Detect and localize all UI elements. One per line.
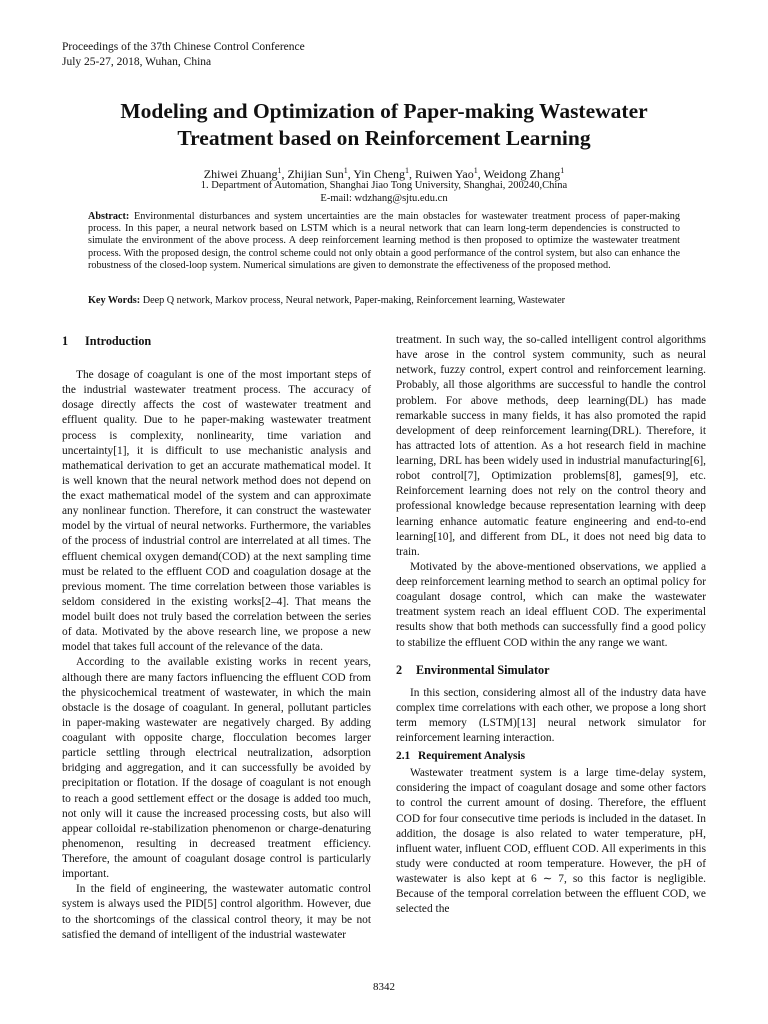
section-title: Environmental Simulator <box>416 662 550 677</box>
affiliation: 1. Department of Automation, Shanghai Jiao Tong University, Shanghai, 200240,China <box>200 180 568 191</box>
proceedings-header <box>62 40 305 70</box>
section-title: Introduction <box>85 334 152 348</box>
abstract-label: Abstract: <box>88 211 130 222</box>
right-column <box>396 333 706 917</box>
abstract-text: Environmental disturbances and system uncertainties are the main obstacles for wastewater treatment process of paper-making process. In this paper, a neural network based on LSTM which is a neural network that can learn long-term dependencies is constructed to simulate the environment of the above process. A deep reinforcement learning method is then proposed to optimize the wastewater treatment process. With the proposed design, the control scheme could not only obtain a good performance of the control system, but also can enhance the robustness of the closed-loop system. Numerical simulations are given to demonstrate the effectiveness of the proposed method. <box>88 211 680 271</box>
intro-paragraph-4: Motivated by the above-mentioned observations, we applied a deep reinforcement learning method to search an optimal policy for coagulant dosage control, which can make the wastewater treatment system reach an ideal effluent COD. The experimental results show that both methods can successfully find a good policy to stabilize the effluent COD within the any range we want. <box>396 560 706 649</box>
section-number: 1 <box>62 334 69 348</box>
author-name: Yin Cheng <box>353 167 406 181</box>
subsection-title: Requirement Analysis <box>418 750 526 763</box>
author-name: Zhijian Sun <box>287 167 344 181</box>
author-affiliation-mark: 1 <box>560 166 565 175</box>
abstract <box>88 211 680 272</box>
section-heading-environmental-simulator <box>396 662 706 678</box>
keywords-label: Key Words: <box>88 295 141 306</box>
intro-paragraph-3: In the field of engineering, the wastewater automatic control system is always used the PID[5] control algorithm. However, due to the shortcomings of the classical control theory, it may be not satisfied the demand of intelligent of the industrial wastewater <box>62 883 371 941</box>
right-column-body <box>396 333 706 917</box>
subsection-number: 2.1 <box>396 750 411 763</box>
author-affiliation-mark: 1 <box>277 166 282 175</box>
section-number: 2 <box>396 662 403 677</box>
intro-paragraph-3-continued: treatment. In such way, the so-called intelligent control algorithms have arose in the control system community, such as neural network, fuzzy control, expert control and reinforcement learning. Probably, all those algorithms are successful to handle the control problem. For above methods, deep learning(DL) has made remarkable success in many fields, it has also promoted the rapid development of deep reinforcement learning(DRL). Therefore, it has attracted lots of attention. As a hot research field in machine learning, DRL has been widely used in industrial manufacturing[6], robot control[7], Optimization problems[8], games[9], etc. Reinforcement learning does not rely on the control theory and professional knowledge because representation learning with deep learning enhance automatic feature engineering and end-to-end learning[10], and different from DL, it does not need big data to train. <box>396 334 706 558</box>
author-affiliation-mark: 1 <box>405 166 410 175</box>
intro-paragraph-1: The dosage of coagulant is one of the most important steps of the industrial wastewater treatment process. The accuracy of dosage directly affects the cost of wastewater treatment and effluent quality. Due to he paper-making wastewater treatment process is complexity, nonlinearity, time variation and uncertainty[1], it is difficult to use mechanistic analysis and mathematical derivation to get an accurate mathematical model. It is well known that the neural network method does not depend on the exact mathematical model of the system and can approximate any nonlinear function. Therefore, it can construct the wastewater model by the virtual of neural networks. Furthermore, the variables of the process of industrial control are interrelated at all times. The effluent chemical oxygen demand(COD) at the next sampling time must be related to the effluent COD and coagulation dosage at the previous moment. The time correlation between those variables is seldom considered in the existing works[2–4]. That means the model built does not truly based the correlation between the series of data. Motivated by the above research line, we propose a new model that takes full account of the relevance of the data. <box>62 369 371 654</box>
proceedings-date-location: July 25-27, 2018, Wuhan, China <box>62 56 212 68</box>
page-number: 8342 <box>373 981 395 993</box>
author-list: Zhiwei Zhuang$^1$, Zhijian Sun$^1$, Yin Cheng$^1$, Ruiwen Yao$^1$, Weidong Zhang$^1$ <box>203 166 565 181</box>
section-heading-introduction <box>62 333 371 349</box>
proceedings-name: Proceedings of the 37th Chinese Control Conference <box>62 41 305 53</box>
title-line-1: Modeling and Optimization of Paper-making Wastewater <box>120 99 648 123</box>
author-name: Ruiwen Yao <box>415 167 474 181</box>
keywords-text: Deep Q network, Markov process, Neural network, Paper-making, Reinforcement learning, Wastewater <box>142 295 565 306</box>
author-name: Zhiwei Zhuang <box>203 167 278 181</box>
left-column <box>62 333 371 943</box>
author-affiliation-mark: 1 <box>473 166 478 175</box>
contact-email: E-mail: wdzhang@sjtu.edu.cn <box>320 193 448 204</box>
subsection-heading-requirement-analysis <box>396 749 706 764</box>
title-line-2: Treatment based on Reinforcement Learning <box>177 126 591 150</box>
left-column-body <box>62 368 371 943</box>
keywords <box>88 294 680 307</box>
intro-paragraph-2: According to the available existing works in recent years, although there are many factors influencing the effluent COD from the physicochemical treatment of wastewater, in which the main obstacle is the dosage of coagulant. In general, pollutant particles in paper-making wastewater are negatively charged. By adding coagulant with opposite charge, flocculation becomes larger particle settling through electrical neutralization, adsorption bridging and aggregation, and it can successfully be avoided by precipitation or flotation. If the dosage of coagulant is not enough to reach a good settlement effect or the dosage is added too much, not only will it cause the increased processing costs, but also will appear colloidal re-stabilization phenomenon or charge-denaturing phenomenon, resulting in decreased treatment efficiency. Therefore, the amount of coagulant dosage control is particularly important. <box>62 656 371 881</box>
env-paragraph-2: Wastewater treatment system is a large time-delay system, considering the impact of coagulant dosage and some other factors to control the current amount of dosing. Therefore, the effluent COD for four consecutive time periods is included in the dataset. In addition, the dosage is also related to water temperature, pH, influent water, influent COD, effluent COD. All experiments in this study were conducted at room temperature. However, the pH of wastewater is also kept at 6 ∼ 7, so this factor is negligible. Because of the temporal correlation between the effluent COD, we selected the <box>396 767 706 916</box>
env-paragraph-1: In this section, considering almost all of the industry data have complex time correlations with each other, we propose a long short term memory (LSTM)[13] neural network simulator for reinforcement learning interaction. <box>396 686 706 744</box>
author-name: Weidong Zhang <box>483 167 561 181</box>
paper-title <box>40 98 728 152</box>
author-affiliation-mark: 1 <box>343 166 348 175</box>
